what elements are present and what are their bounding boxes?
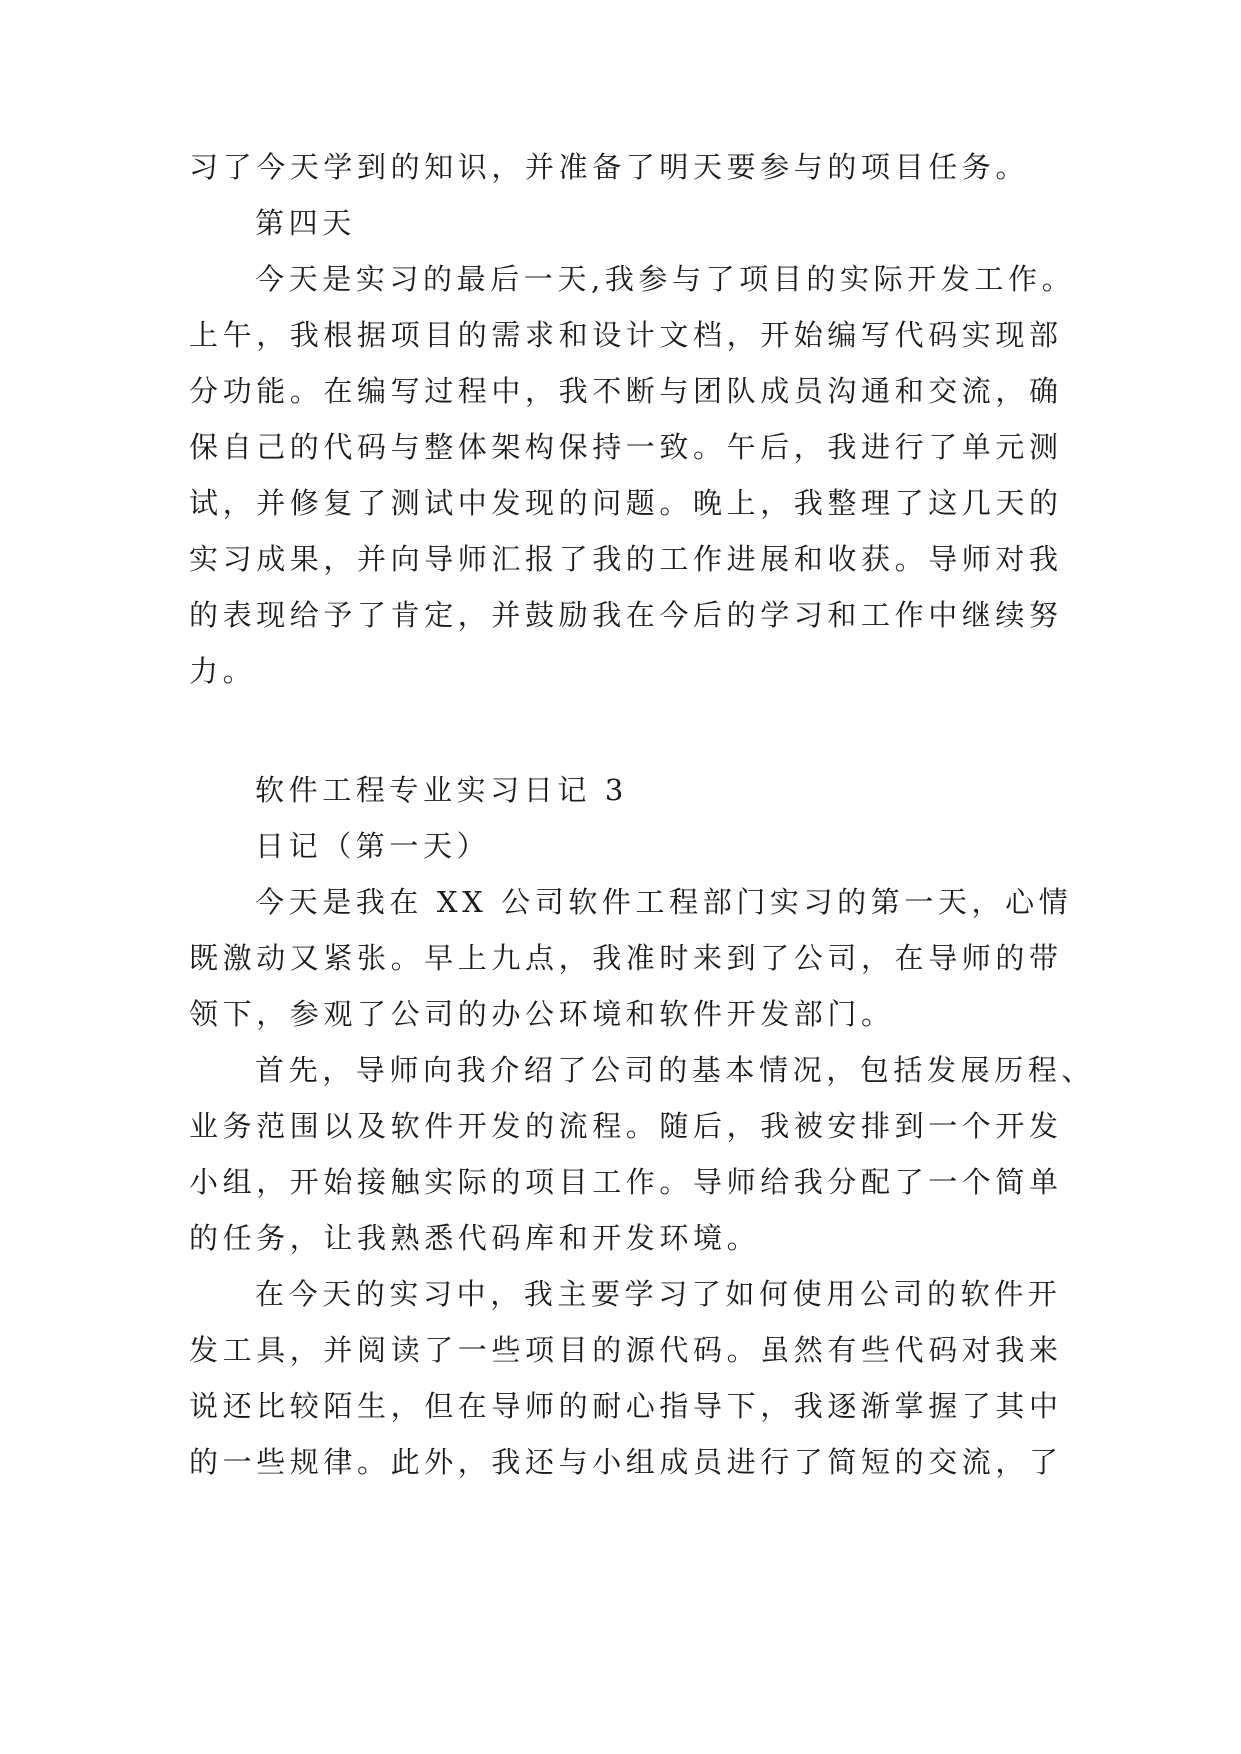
body-text-line: 实习成果，并向导师汇报了我的工作进展和收获。导师对我 (189, 542, 1063, 576)
body-text-line: 说还比较陌生，但在导师的耐心指导下，我逐渐掌握了其中 (189, 1389, 1063, 1423)
paragraph-first-line: 今天是实习的最后一天,我参与了项目的实际开发工作。 (255, 262, 1076, 296)
paragraph-first-line: 在今天的实习中，我主要学习了如何使用公司的软件开 (255, 1277, 1062, 1311)
body-text-line: 小组，开始接触实际的项目工作。导师给我分配了一个简单 (189, 1165, 1063, 1199)
body-text-line: 保自己的代码与整体架构保持一致。午后，我进行了单元测 (189, 430, 1063, 464)
paragraph-first-line: 今天是我在 XX 公司软件工程部门实习的第一天，心情 (255, 885, 1073, 919)
body-text-line: 试，并修复了测试中发现的问题。晚上，我整理了这几天的 (189, 486, 1063, 520)
body-text-line: 力。 (189, 654, 257, 688)
section-heading: 第四天 (255, 206, 356, 240)
body-text-line: 的任务，让我熟悉代码库和开发环境。 (189, 1221, 761, 1255)
paragraph-first-line: 首先，导师向我介绍了公司的基本情况，包括发展历程、 (255, 1053, 1096, 1087)
document-title: 软件工程专业实习日记 3 (255, 773, 628, 807)
body-text-line: 领下，参观了公司的办公环境和软件开发部门。 (189, 997, 895, 1031)
body-text-line: 业务范围以及软件开发的流程。随后，我被安排到一个开发 (189, 1109, 1063, 1143)
body-text-line: 既激动又紧张。早上九点，我准时来到了公司，在导师的带 (189, 941, 1063, 975)
body-text-line: 习了今天学到的知识，并准备了明天要参与的项目任务。 (189, 150, 1030, 184)
body-text-line: 的一些规律。此外，我还与小组成员进行了简短的交流，了 (189, 1445, 1063, 1479)
body-text-line: 分功能。在编写过程中，我不断与团队成员沟通和交流，确 (189, 374, 1063, 408)
body-text-line: 的表现给予了肯定，并鼓励我在今后的学习和工作中继续努 (189, 598, 1063, 632)
body-text-line: 发工具，并阅读了一些项目的源代码。虽然有些代码对我来 (189, 1333, 1063, 1367)
body-text-line: 上午，我根据项目的需求和设计文档，开始编写代码实现部 (189, 318, 1063, 352)
section-heading: 日记（第一天） (255, 829, 491, 863)
